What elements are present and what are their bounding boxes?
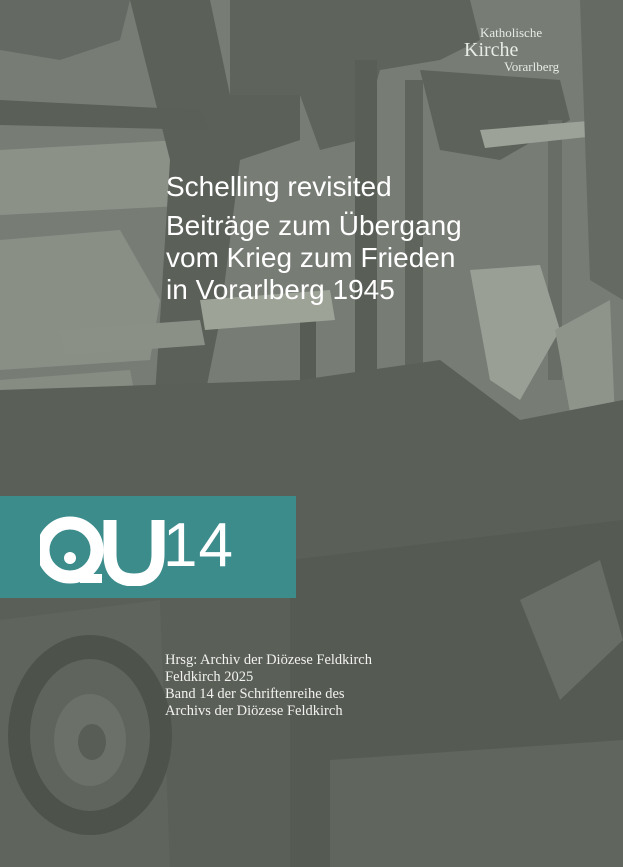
- logo-line-katholische: Katholische: [480, 25, 543, 40]
- logo-line-kirche: Kirche: [464, 39, 519, 61]
- qu-series-logo: [40, 514, 270, 586]
- imprint: [165, 652, 585, 720]
- imprint-line-series-name: Archivs der Diözese Feldkirch: [165, 703, 343, 719]
- subtitle-line: vom Krieg zum Frieden: [166, 242, 456, 273]
- imprint-line-series-volume: Band 14 der Schriftenreihe des: [165, 686, 345, 702]
- logo-line-vorarlberg: Vorarlberg: [504, 59, 560, 74]
- subtitle-line: in Vorarlberg 1945: [166, 274, 395, 305]
- title-block: [166, 170, 586, 306]
- book-title: Schelling revisited: [166, 171, 392, 202]
- series-number: 14: [163, 511, 234, 580]
- book-subtitle: [166, 210, 586, 306]
- imprint-line-publisher: Hrsg: Archiv der Diözese Feldkirch: [165, 652, 372, 668]
- subtitle-line: Beiträge zum Übergang: [166, 210, 462, 241]
- katholische-kirche-vorarlberg-logo: [462, 26, 582, 74]
- imprint-line-place-year: Feldkirch 2025: [165, 669, 254, 685]
